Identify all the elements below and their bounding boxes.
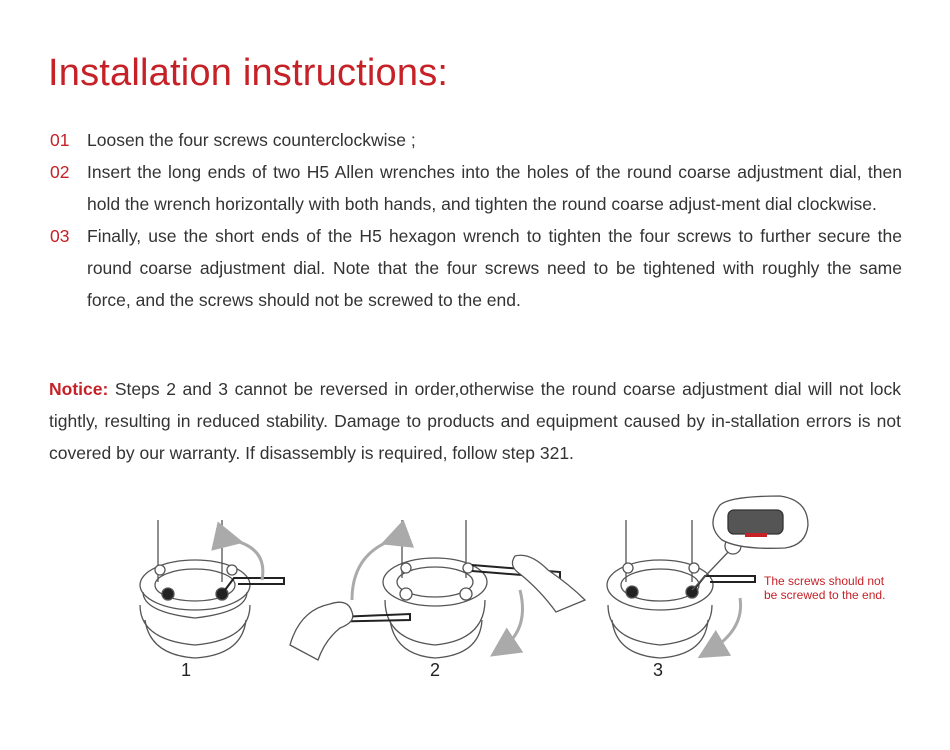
notice-paragraph — [49, 373, 901, 469]
screw-icon — [227, 565, 237, 575]
screw-icon — [401, 563, 411, 573]
note-line: The screws should not — [764, 574, 885, 588]
screw-icon — [689, 563, 699, 573]
steps-list — [50, 124, 902, 316]
page-title: Installation instructions: — [48, 52, 449, 94]
step-number: 03 — [50, 226, 70, 246]
screw-warning-note — [764, 574, 885, 602]
step-text: Insert the long ends of two H5 Allen wrenches into the holes of the round coarse adjustment dial, then hold the wrench horizontally with both hands, and tighten the round coarse adjust-ment dial clockwise. — [87, 162, 902, 214]
screw-icon — [623, 563, 633, 573]
diagram-label-3: 3 — [653, 660, 664, 680]
step-text: Finally, use the short ends of the H5 hexagon wrench to tighten the four screws to further secure the round coarse adjustment dial. Note that the four screws need to be tightened with roughly the same force, and the screws should not be screwed to the end. — [87, 226, 902, 310]
step-02 — [50, 156, 902, 220]
screw-icon — [463, 563, 473, 573]
hand-icon — [290, 602, 353, 660]
screw-icon — [460, 588, 472, 600]
diagram-step-1 — [140, 520, 284, 658]
diagram-step-2 — [290, 520, 585, 660]
step-number: 02 — [50, 162, 70, 182]
step-01 — [50, 124, 902, 156]
notice-label: Notice: — [49, 379, 109, 399]
step-text: Loosen the four screws counterclockwise ; — [87, 130, 416, 150]
screw-icon — [626, 586, 638, 598]
notice-text: Steps 2 and 3 cannot be reversed in order,otherwise the round coarse adjustment dial will not lock tightly, resulting in reduced stability. Damage to products and equipment caused by in-stallation errors is not covered by our warranty. If disassembly is required, follow step 321. — [49, 379, 901, 463]
note-line: be screwed to the end. — [764, 588, 886, 602]
screw-icon — [400, 588, 412, 600]
step-03 — [50, 220, 902, 316]
step-number: 01 — [50, 130, 70, 150]
screw-icon — [155, 565, 165, 575]
diagram-label-2: 2 — [430, 660, 441, 680]
screw-icon — [162, 588, 174, 600]
diagram-label-1: 1 — [181, 660, 192, 680]
